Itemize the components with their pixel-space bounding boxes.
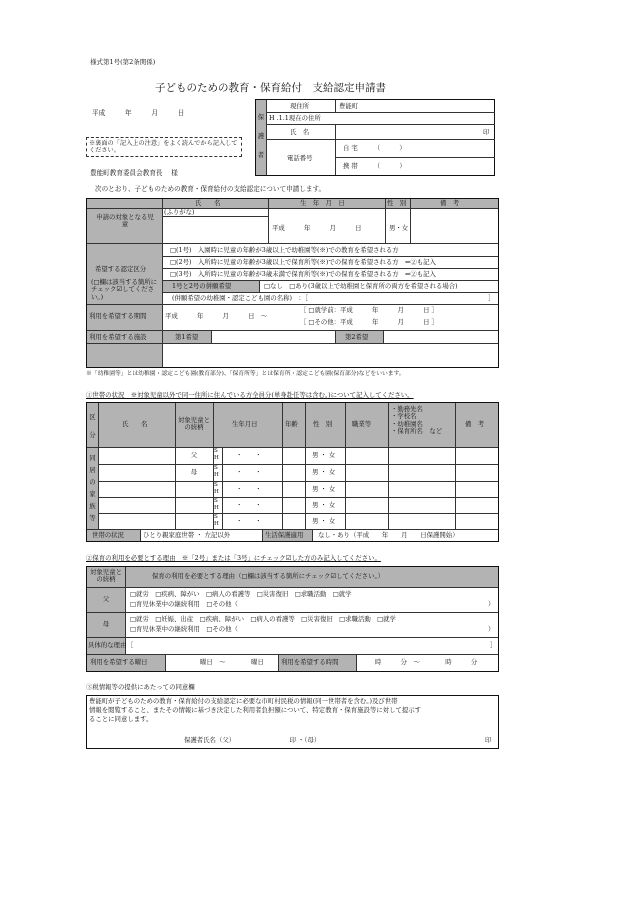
household-side-r1: 同 [89,454,96,462]
category-opt-2[interactable]: □(2号) 入所時に児童の年齢が3歳以上で保育所等(※)での保育を希望される方 ⇒②も記入 [170,258,436,266]
guardian-seal: 印 [483,128,490,136]
household-row-sex[interactable]: 男 ・ 女 [312,468,336,476]
reason-col-rel: 対象児童との続柄 [90,568,122,584]
household-col-job: 職業等 [352,420,372,428]
child-label: 申請の対象となる児童 [96,213,154,229]
consent-body-3: ることに同意します。 [89,715,153,723]
consent-seal: 印 [485,736,492,744]
era-divider [222,514,223,530]
facility-second: 第2希望 [345,333,369,341]
household-side-r2: 居 [89,466,96,474]
era-divider [222,465,223,481]
household-col-work: ・勤務先名 ・学校名 ・幼稚園名 ・保育所名 など [391,405,443,436]
household-row-sex[interactable]: 男 ・ 女 [312,451,336,459]
period-opt-2[interactable]: ［ □その他：平成 年 月 日 ］ [300,318,438,326]
consent-heading: ③税情報等の提供にあたっての同意欄 [86,683,195,691]
child-col-name: 氏 名 [195,199,221,207]
reason-col-reason: 保育の利用を必要とする理由（□欄は該当する箇所にチェック☑してください。） [152,572,385,580]
category-sub: (□欄は該当する箇所にチェック☑してください。) [91,278,158,301]
phone-label: 電話番号 [287,154,313,162]
category-label: 希望する認定区分 [95,265,147,273]
guardian-side-2: 護 [257,132,265,140]
household-side-r6: 等 [89,514,96,522]
mother-reasons-2[interactable]: □育児休業中の継続利用 □その他（ [130,625,238,633]
household-side-1: 区 [89,413,96,421]
form-number: 様式第1号(第2条関係) [90,58,156,66]
consent-body-2: 情報を閲覧すること、またその情報に基づき決定した利用者負担額について、特定教育・保育施設等に対して提示す [89,706,422,714]
household-row-era[interactable]: S H [214,482,219,495]
instruction-note: ※裏面の「記入上の注意」をよく読んでから記入してください。 [86,137,242,157]
household-row-dob[interactable]: ・ ・ [236,501,262,509]
address-label: 現住所 [290,102,310,110]
category-opt-1[interactable]: □(1号) 入園時に児童の年齢が3歳以上で幼稚園等(※)での教育を希望される方 [170,246,399,254]
furigana-label: (ふりがな) [164,208,195,216]
phone-home[interactable]: 自 宅 （ ） [343,144,406,152]
child-col-note: 備 考 [440,199,460,207]
days-value[interactable]: 曜日 ～ 曜日 [200,658,264,666]
household-side-r4: 家 [89,490,96,498]
child-col-dob: 生 年 月 日 [300,199,345,207]
combined-label: 1号と2号の併願希望 [172,282,232,290]
household-status-label: 世帯の状況 [92,531,124,539]
household-row-rel[interactable]: 父 [190,451,198,459]
combined-names[interactable]: (併願希望の幼稚園・認定こども園の名称) ：［ [172,294,308,302]
hours-label: 利用を希望する時間 [281,658,339,666]
father-label: 父 [102,595,110,603]
era-divider [222,448,223,464]
child-sex[interactable]: 男・女 [389,224,409,232]
household-row-dob[interactable]: ・ ・ [236,485,262,493]
household-col-dob: 生年月日 [232,420,258,428]
era-divider [222,482,223,498]
household-side-2: 分 [89,431,96,439]
consent-signature[interactable]: 保護者氏名（父） 印 ・（母） [184,736,321,744]
hours-value[interactable]: 時 分 ～ 時 分 [375,658,478,666]
household-col-name: 氏 名 [122,420,148,428]
household-row-dob[interactable]: ・ ・ [236,451,262,459]
reason-heading: ②保育の利用を必要とする理由 ※「2号」または「3号」にチェック☑した方のみ記入してください。 [86,554,381,562]
period-start[interactable]: 平成 年 月 日 ～ [165,312,268,320]
period-opt-1[interactable]: ［ □就学前：平成 年 月 日 ］ [300,306,438,314]
household-row-sex[interactable]: 男 ・ 女 [312,501,336,509]
household-side-r3: の [89,478,96,486]
concrete-open[interactable]: ［ [127,641,134,649]
father-reasons-1[interactable]: □就労 □疾病、障がい □病人の看護等 □災害復旧 □求職活動 □就学 [130,590,352,598]
household-row-dob[interactable]: ・ ・ [236,517,262,525]
child-col-sex: 性 別 [387,199,407,207]
household-col-note: 備 考 [465,420,485,428]
phone-mobile[interactable]: 携 帯 （ ） [343,162,406,170]
household-row-dob[interactable]: ・ ・ [236,468,262,476]
address-value[interactable]: 豊能町 [339,102,359,110]
concrete-close: ］ [490,641,497,649]
mother-paren: ） [488,625,495,633]
period-label: 利用を希望する期間 [89,312,147,320]
household-status-value[interactable]: ひとり親家庭世帯 ・ 左記以外 [143,531,231,539]
intro-text: 次のとおり、子どものための教育・保育給付の支給認定について申請します。 [95,185,326,193]
household-row-era[interactable]: S H [214,448,219,461]
mother-label: 母 [102,620,110,628]
mother-reasons-1[interactable]: □就労 □妊娠、出産 □疾病、障がい □病人の看護等 □災害復旧 □求職活動 □就学 [130,615,396,623]
combined-options[interactable]: □なし □あり(3歳以上で幼稚園と保育所の両方を希望される場合) [264,282,458,290]
household-row-era[interactable]: S H [214,514,219,527]
child-dob[interactable]: 平成 年 月 日 [272,224,362,232]
form-title: 子どものための教育・保育給付 支給認定申請書 [155,82,386,94]
father-paren: ） [488,600,495,608]
concrete-label: 具体的な理由 [88,641,127,649]
era-divider [222,498,223,514]
father-reasons-2[interactable]: □育児休業中の継続利用 □その他（ [130,600,238,608]
facility-label: 利用を希望する施設 [89,333,147,341]
consent-body-1: 豊能町が子どものための教育・保育給付の支給認定に必要な市町村民税の情報(同一世帯者を含む。)及び世帯 [89,697,398,705]
household-col-rel: 対象児童との続柄 [178,416,210,432]
category-opt-3[interactable]: □(3号) 入所時に児童の年齢が3歳未満で保育所等(※)での保育を希望される方 ⇒②も記入 [170,270,436,278]
household-col-sex: 性 別 [313,420,333,428]
h-address-label: H .1.1現在の住所 [269,114,321,122]
household-col-age: 年齢 [285,420,298,428]
footnote: ※「幼稚園等」とは幼稚園・認定こども園(教育部分)、「保育所等」とは保育所・認定こども園(保育部分)などをいいます。 [86,371,405,377]
household-row-era[interactable]: S H [214,465,219,478]
addressee: 豊能町教育委員会教育長 様 [90,169,178,177]
guardian-side-1: 保 [257,113,265,121]
guardian-name-label: 氏 名 [290,128,310,136]
facility-first: 第1希望 [175,333,199,341]
household-side-r5: 族 [89,502,96,510]
welfare-label: 生活保護適用 [265,531,304,539]
combined-close: ］ [488,294,495,302]
household-row-era[interactable]: S H [214,498,219,511]
household-heading: ①世帯の状況 ※対象児童以外で同一住所に住んでいる方全員分(単身赴任等は含む。)について記入してください。 [86,391,414,399]
guardian-side-3: 者 [257,151,265,159]
household-row-sex[interactable]: 男 ・ 女 [312,485,336,493]
household-row-sex[interactable]: 男 ・ 女 [312,517,336,525]
days-label: 利用を希望する曜日 [90,658,148,666]
welfare-value[interactable]: なし・あり（平成 年 月 日保護開始） [318,531,459,539]
household-row-rel[interactable]: 母 [190,468,198,476]
application-date[interactable]: 平成 年 月 日 [92,109,185,117]
